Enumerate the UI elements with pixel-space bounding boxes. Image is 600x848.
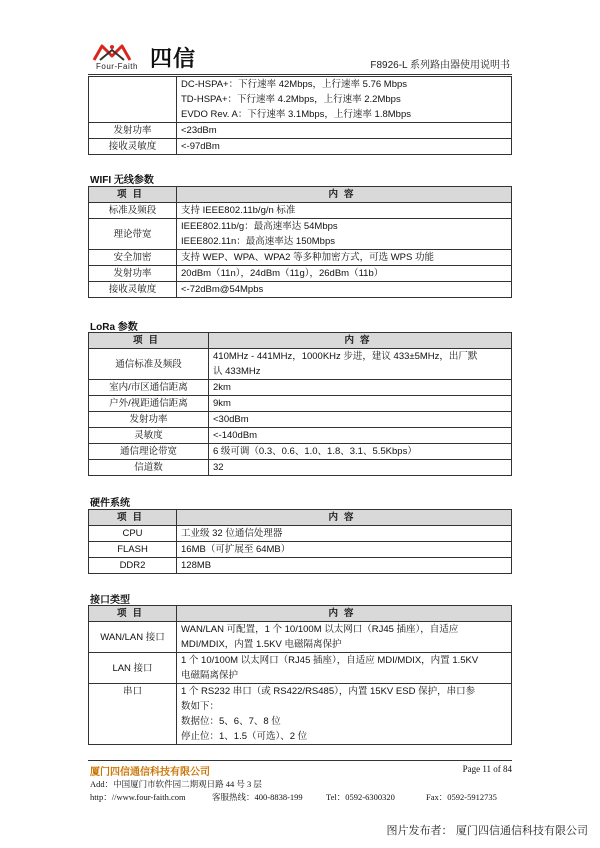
interfaces-section-title: 接口类型	[90, 595, 130, 606]
table-row	[89, 203, 512, 219]
wifi-table	[88, 186, 512, 298]
column-header-content: 内容	[177, 606, 512, 622]
table-value: <-72dBm@54Mpbs	[177, 282, 512, 298]
column-header-content: 内容	[177, 187, 512, 203]
footer-fax: Fax：0592-5912735	[426, 792, 497, 802]
brand-english: Four-Faith	[96, 62, 138, 71]
table-value: 20dBm（11n），24dBm（11g），26dBm（11b）	[177, 266, 512, 282]
table-value: 128MB	[177, 558, 512, 574]
table-value	[177, 653, 512, 684]
page-number: Page 11 of 84	[462, 764, 512, 774]
table-key: FLASH	[89, 542, 177, 558]
table-value	[177, 622, 512, 653]
rate-line: EVDO Rev. A：下行速率 3.1Mbps，上行速率 1.8Mbps	[181, 109, 411, 120]
value-line: 认 433MHz	[213, 366, 261, 377]
rate-line: DC-HSPA+：下行速率 42Mbps，上行速率 5.76 Mbps	[181, 79, 408, 90]
table-row	[89, 266, 512, 282]
page-footer	[88, 760, 512, 803]
table-key: DDR2	[89, 558, 177, 574]
footer-tel: Tel：0592-6300320	[326, 792, 395, 802]
table-key: 串口	[89, 684, 177, 745]
column-header-content: 内容	[177, 510, 512, 526]
company-logo	[92, 42, 242, 72]
lora-section-title: LoRa 参数	[90, 322, 138, 333]
table-header-row	[89, 187, 512, 203]
cellular-tail-table	[88, 76, 512, 155]
table-key: 发射功率	[89, 266, 177, 282]
table-row	[89, 139, 512, 155]
table-value: 支持 WEP、WPA、WPA2 等多种加密方式，可选 WPS 功能	[177, 250, 512, 266]
table-key: 发射功率	[89, 123, 177, 139]
table-key: 接收灵敏度	[89, 282, 177, 298]
value-line: IEEE802.11n：最高速率达 150Mbps	[181, 236, 336, 247]
table-cell	[177, 77, 512, 123]
table-value: 6 级可调（0.3、0.6、1.0、1.8、3.1、5.5Kbps）	[209, 444, 512, 460]
table-cell	[89, 77, 177, 123]
table-key: WAN/LAN 接口	[89, 622, 177, 653]
table-row	[89, 349, 512, 380]
table-row	[89, 282, 512, 298]
value-line: IEEE802.11b/g：最高速率达 54Mbps	[181, 221, 338, 232]
table-key: 发射功率	[89, 412, 209, 428]
value-line: 410MHz - 441MHz，1000KHz 步进，建议 433±5MHz，出厂默	[213, 351, 478, 362]
footer-hotline: 客服热线：400-8838-199	[212, 792, 303, 802]
footer-company: 厦门四信通信科技有限公司	[90, 767, 210, 778]
table-row	[89, 428, 512, 444]
four-faith-logo-icon	[92, 42, 152, 64]
table-key: CPU	[89, 526, 177, 542]
table-value: 工业级 32 位通信处理器	[177, 526, 512, 542]
table-key: 室内/市区通信距离	[89, 380, 209, 396]
table-key: 信道数	[89, 460, 209, 476]
table-row	[89, 653, 512, 684]
hardware-table	[88, 509, 512, 574]
table-header-row	[89, 333, 512, 349]
table-value: <-97dBm	[177, 139, 512, 155]
table-value: 支持 IEEE802.11b/g/n 标准	[177, 203, 512, 219]
table-row	[89, 460, 512, 476]
table-value: 32	[209, 460, 512, 476]
table-key: 标准及频段	[89, 203, 177, 219]
interfaces-table	[88, 605, 512, 745]
document-title: F8926-L 系列路由器使用说明书	[370, 60, 510, 71]
column-header-item: 项目	[89, 606, 177, 622]
table-row	[89, 396, 512, 412]
table-row	[89, 526, 512, 542]
table-row	[89, 77, 512, 123]
table-key: 接收灵敏度	[89, 139, 177, 155]
rate-line: TD-HSPA+：下行速率 4.2Mbps，上行速率 2.2Mbps	[181, 94, 401, 105]
footer-website[interactable]: http：//www.four-faith.com	[90, 792, 186, 802]
value-line: 数如下：	[181, 701, 220, 712]
table-header-row	[89, 510, 512, 526]
brand-chinese: 四信	[150, 47, 197, 72]
table-value: 9km	[209, 396, 512, 412]
value-line: 数据位：5、6、7、8 位	[181, 716, 281, 727]
table-row	[89, 412, 512, 428]
table-row	[89, 444, 512, 460]
table-key: 灵敏度	[89, 428, 209, 444]
table-value: 2km	[209, 380, 512, 396]
table-value: 16MB（可扩展至 64MB）	[177, 542, 512, 558]
table-row	[89, 219, 512, 250]
table-key: 通信标准及频段	[89, 349, 209, 380]
table-value	[177, 684, 512, 745]
table-value: <-140dBm	[209, 428, 512, 444]
value-line: 停止位：1、1.5（可选）、2 位	[181, 731, 308, 742]
table-header-row	[89, 606, 512, 622]
table-key: 安全加密	[89, 250, 177, 266]
table-value: <30dBm	[209, 412, 512, 428]
footer-address: Add：中国厦门市软件园二期观日路 44 号 3 层	[90, 779, 262, 789]
value-line: 电磁隔离保护	[181, 670, 239, 681]
lora-table	[88, 332, 512, 476]
table-row	[89, 250, 512, 266]
publisher-watermark: 图片发布者： 厦门四信通信科技有限公司	[386, 824, 588, 837]
table-key: 户外/视距通信距离	[89, 396, 209, 412]
page-header	[88, 40, 512, 75]
table-value	[177, 219, 512, 250]
value-line: WAN/LAN 可配置，1 个 10/100M 以太网口（RJ45 插座），自适应	[181, 624, 459, 635]
value-line: 1 个 RS232 串口（或 RS422/RS485），内置 15KV ESD 保护，串口参	[181, 686, 476, 697]
table-row	[89, 542, 512, 558]
table-row	[89, 684, 512, 745]
table-row	[89, 558, 512, 574]
column-header-item: 项目	[89, 510, 177, 526]
column-header-item: 项目	[89, 333, 209, 349]
table-key: 理论带宽	[89, 219, 177, 250]
table-row	[89, 622, 512, 653]
table-key: LAN 接口	[89, 653, 177, 684]
table-key: 通信理论带宽	[89, 444, 209, 460]
value-line: 1 个 10/100M 以太网口（RJ45 插座），自适应 MDI/MDIX，内置 1.5KV	[181, 655, 479, 666]
table-value	[209, 349, 512, 380]
table-value: <23dBm	[177, 123, 512, 139]
hardware-section-title: 硬件系统	[90, 498, 130, 509]
table-row	[89, 380, 512, 396]
value-line: MDI/MDIX，内置 1.5KV 电磁隔离保护	[181, 639, 342, 650]
wifi-section-title: WIFI 无线参数	[90, 175, 154, 186]
column-header-content: 内容	[209, 333, 512, 349]
column-header-item: 项目	[89, 187, 177, 203]
table-row	[89, 123, 512, 139]
